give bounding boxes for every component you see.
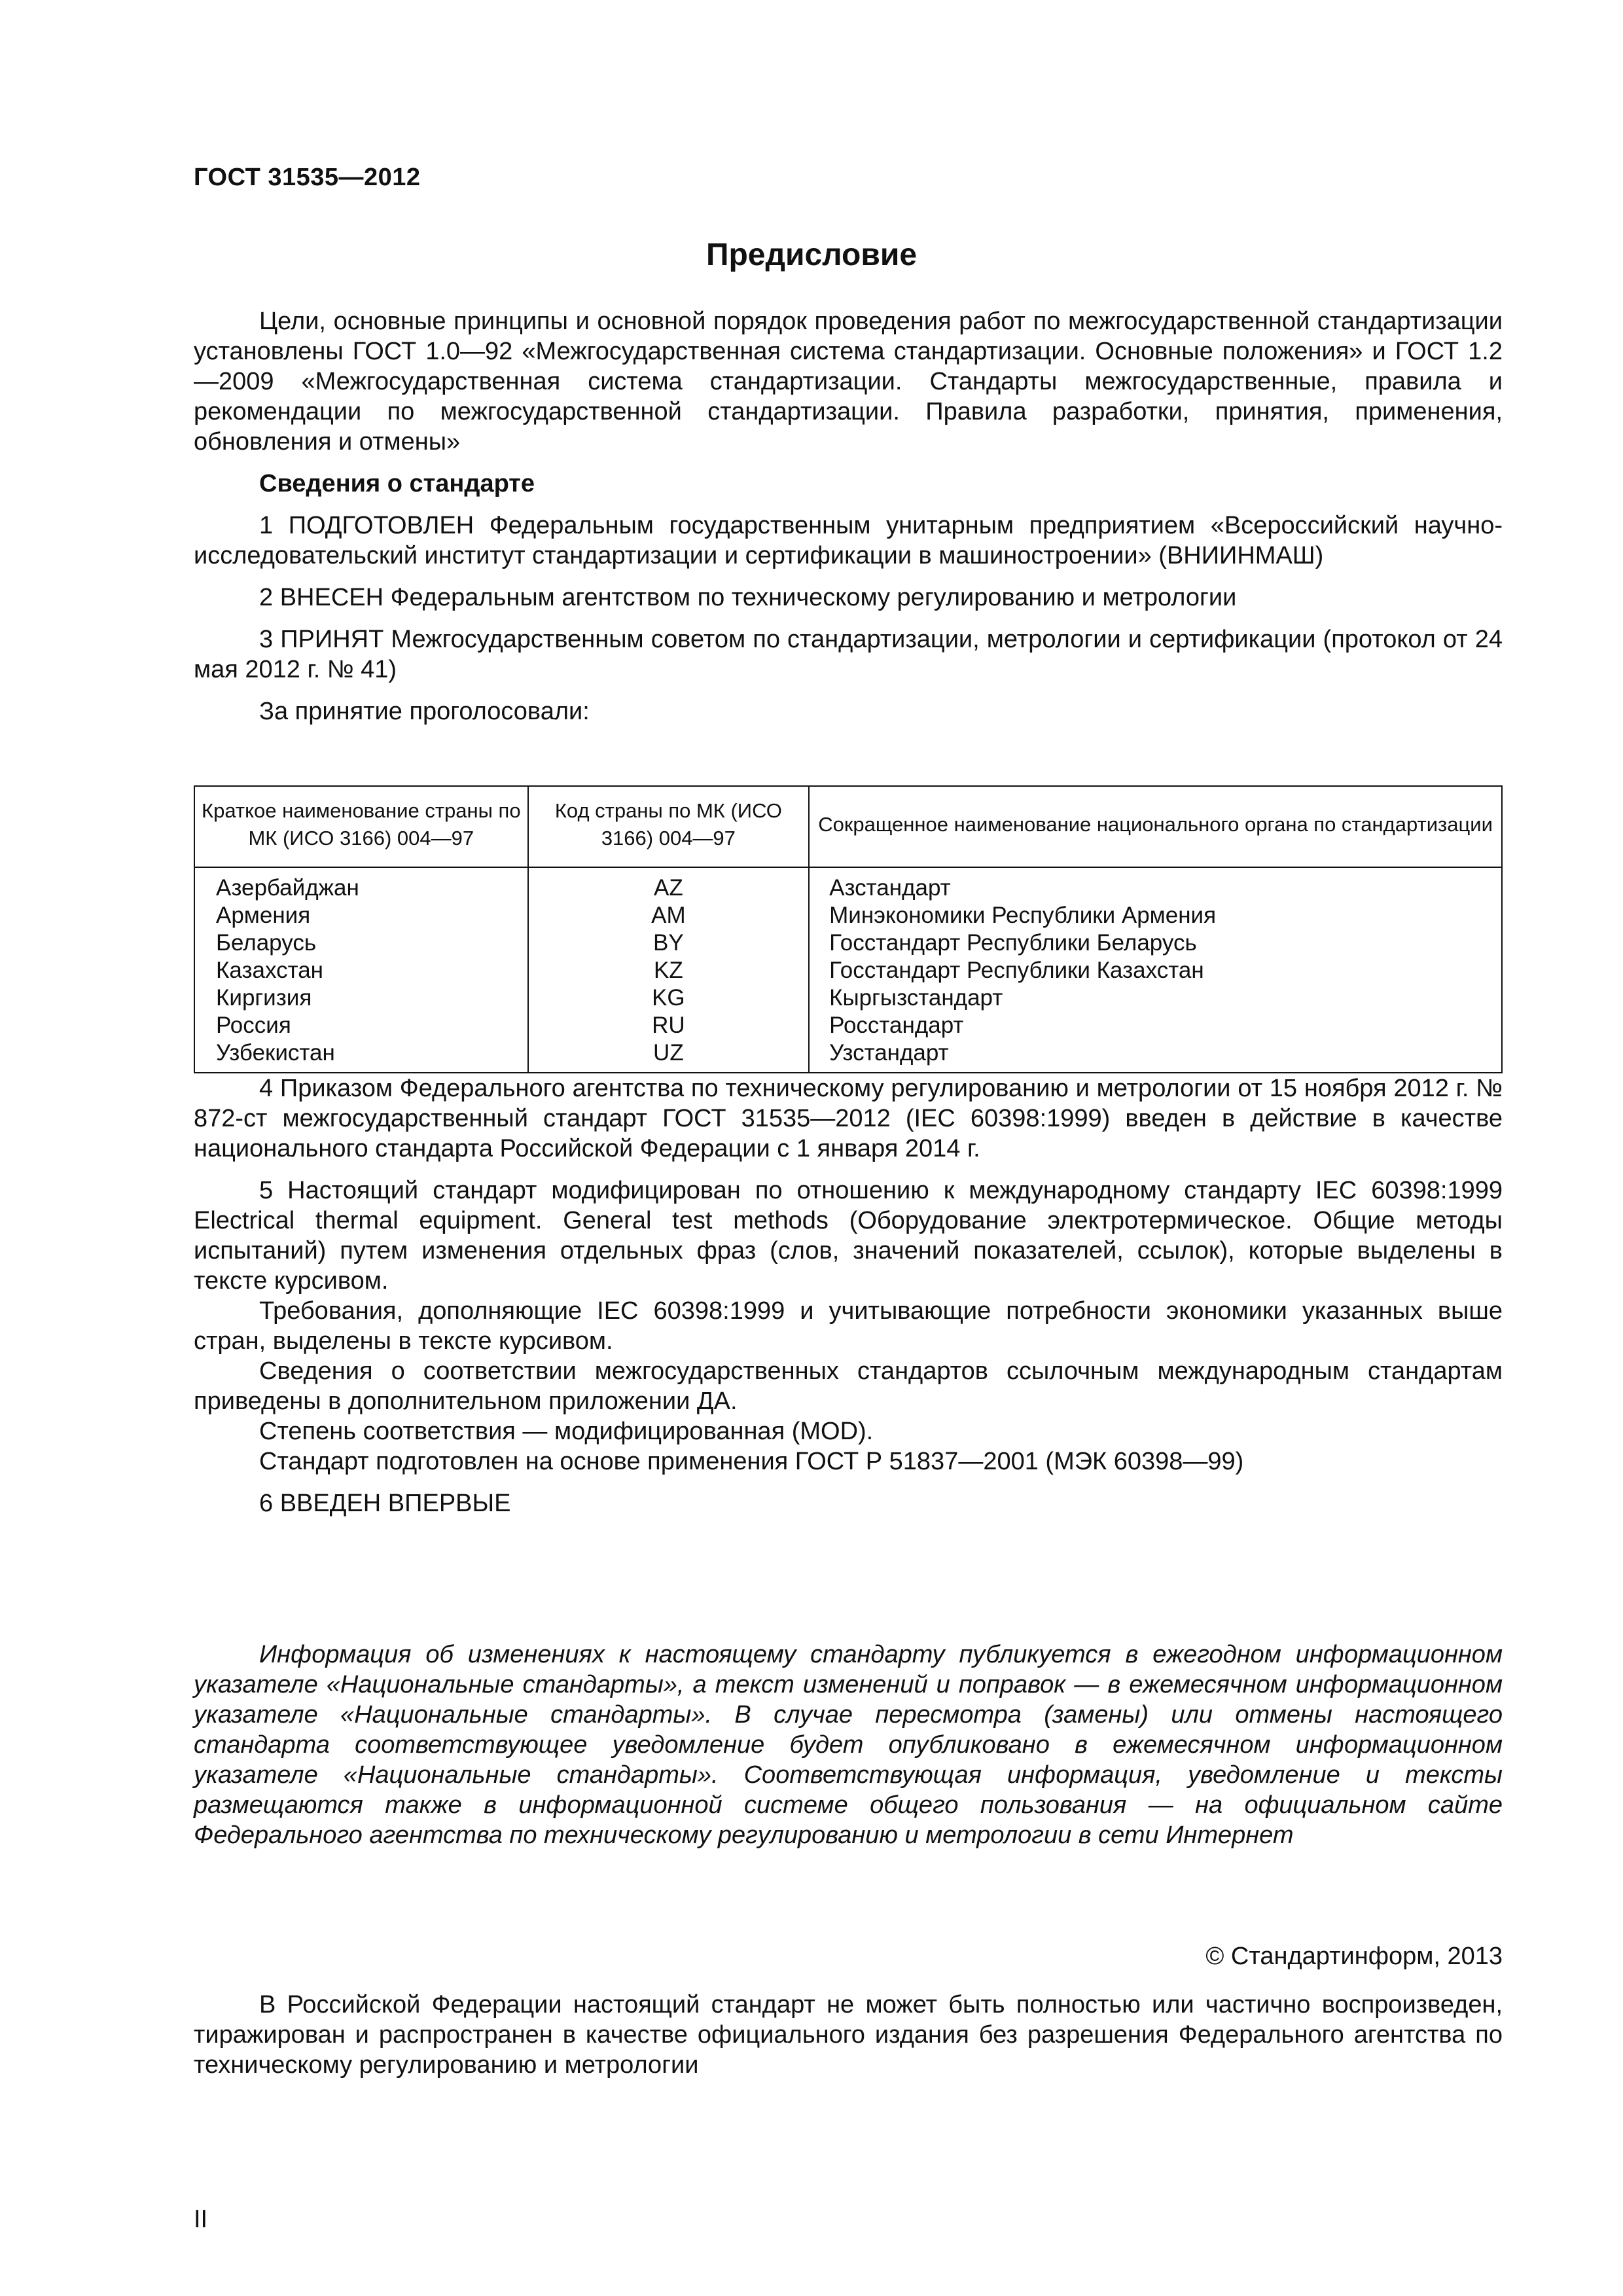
country-cell: Россия bbox=[194, 1012, 528, 1039]
item-5: 5 Настоящий стандарт модифицирован по отношению к международному стандарту IEC 60398:1999 Electrical thermal equipment. General test methods (Оборудование электротермическое. Общие методы испытаний) путем изменения отдельных фраз (слов, значений показателей, ссылок), которые выделены в тексте курсивом. bbox=[194, 1177, 1503, 1295]
items-block bbox=[194, 1073, 1503, 1518]
page-number: II bbox=[194, 2206, 208, 2233]
item-5-basis: Стандарт подготовлен на основе применения ГОСТ Р 51837—2001 (МЭК 60398—99) bbox=[259, 1448, 1244, 1475]
body-cell: Кыргызстандарт bbox=[809, 984, 1502, 1012]
table-row bbox=[194, 902, 1502, 929]
item-5-references: Сведения о соответствии межгосударственных стандартов ссылочным международным стандартам приведены в дополнительном приложении ДА. bbox=[194, 1357, 1503, 1415]
item-1: 1 ПОДГОТОВЛЕН Федеральным государственным унитарным предприятием «Всероссийский научно-исследовательский институт стандартизации и сертификации в машиностроении» (ВНИИНМАШ) bbox=[194, 512, 1503, 569]
body-cell: Азстандарт bbox=[809, 867, 1502, 902]
code-cell: UZ bbox=[528, 1039, 810, 1073]
table-header-country: Краткое наименование страны по МК (ИСО 3166) 004—97 bbox=[194, 786, 528, 867]
country-cell: Армения bbox=[194, 902, 528, 929]
vote-intro: За принятие проголосовали: bbox=[259, 698, 590, 725]
code-cell: AZ bbox=[528, 867, 810, 902]
country-cell: Азербайджан bbox=[194, 867, 528, 902]
code-cell: RU bbox=[528, 1012, 810, 1039]
table-row bbox=[194, 984, 1502, 1012]
rights-block bbox=[194, 1990, 1503, 2080]
item-5-requirements: Требования, дополняющие IEC 60398:1999 и учитывающие потребности экономики указанных выше стран, выделены в тексте курсивом. bbox=[194, 1297, 1503, 1355]
country-cell: Казахстан bbox=[194, 957, 528, 984]
table-row bbox=[194, 1039, 1502, 1073]
info-heading: Сведения о стандарте bbox=[259, 470, 535, 497]
intro-block bbox=[194, 306, 1503, 726]
intro-paragraph: Цели, основные принципы и основной порядок проведения работ по межгосударственной стандартизации установлены ГОСТ 1.0—92 «Межгосударственная система стандартизации. Основные положения» и ГОСТ 1.2—2009 «Межгосударственная система стандартизации. Стандарты межгосударственные, правила и рекомендации по межгосударственной стандартизации. Правила разработки, принятия, применения, обновления и отмены» bbox=[194, 308, 1503, 456]
country-cell: Киргизия bbox=[194, 984, 528, 1012]
item-6: 6 ВВЕДЕН ВПЕРВЫЕ bbox=[259, 1490, 511, 1517]
table-header-body: Сокращенное наименование национального органа по стандартизации bbox=[809, 786, 1502, 867]
document-code: ГОСТ 31535—2012 bbox=[194, 164, 421, 191]
item-4: 4 Приказом Федерального агентства по техническому регулированию и метрологии от 15 ноября 2012 г. № 872-ст межгосударственный стандарт ГОСТ 31535—2012 (IEC 60398:1999) введен в действие в качестве национального стандарта Российской Федерации с 1 января 2014 г. bbox=[194, 1075, 1503, 1162]
item-5-degree: Степень соответствия — модифицированная (MOD). bbox=[259, 1418, 874, 1445]
copyright-notice: © Стандартинформ, 2013 bbox=[1205, 1943, 1503, 1970]
table-row bbox=[194, 957, 1502, 984]
table-row bbox=[194, 1012, 1502, 1039]
table-row bbox=[194, 867, 1502, 902]
code-cell: KZ bbox=[528, 957, 810, 984]
notice-block bbox=[194, 1640, 1503, 1850]
body-cell: Росстандарт bbox=[809, 1012, 1502, 1039]
body-cell: Минэкономики Республики Армения bbox=[809, 902, 1502, 929]
body-cell: Госстандарт Республики Беларусь bbox=[809, 929, 1502, 957]
code-cell: KG bbox=[528, 984, 810, 1012]
voting-table bbox=[194, 785, 1503, 1073]
table-header-code: Код страны по МК (ИСО 3166) 004—97 bbox=[528, 786, 810, 867]
item-2: 2 ВНЕСЕН Федеральным агентством по техническому регулированию и метрологии bbox=[259, 584, 1237, 611]
rights-paragraph: В Российской Федерации настоящий стандарт не может быть полностью или частично воспроизведен, тиражирован и распространен в качестве официального издания без разрешения Федерального агентства по техническому регулированию и метрологии bbox=[194, 1991, 1503, 2079]
body-cell: Узстандарт bbox=[809, 1039, 1502, 1073]
code-cell: AM bbox=[528, 902, 810, 929]
notice-paragraph: Информация об изменениях к настоящему стандарту публикуется в ежегодном информационном указателе «Национальные стандарты», а текст изменений и поправок — в ежемесячном информационном указателе «Национальные стандарты». В случае пересмотра (замены) или отмены настоящего стандарта соответствующее уведомление будет опубликовано в ежемесячном информационном указателе «Национальные стандарты». Соответствующая информация, уведомление и тексты размещаются также в информационной системе общего пользования — на официальном сайте Федерального агентства по техническому регулированию и метрологии в сети Интернет bbox=[194, 1641, 1503, 1849]
body-cell: Госстандарт Республики Казахстан bbox=[809, 957, 1502, 984]
item-3: 3 ПРИНЯТ Межгосударственным советом по стандартизации, метрологии и сертификации (протокол от 24 мая 2012 г. № 41) bbox=[194, 626, 1503, 683]
country-cell: Беларусь bbox=[194, 929, 528, 957]
code-cell: BY bbox=[528, 929, 810, 957]
table-row bbox=[194, 929, 1502, 957]
country-cell: Узбекистан bbox=[194, 1039, 528, 1073]
table-header-row bbox=[194, 786, 1502, 867]
page-title: Предисловие bbox=[705, 238, 918, 272]
